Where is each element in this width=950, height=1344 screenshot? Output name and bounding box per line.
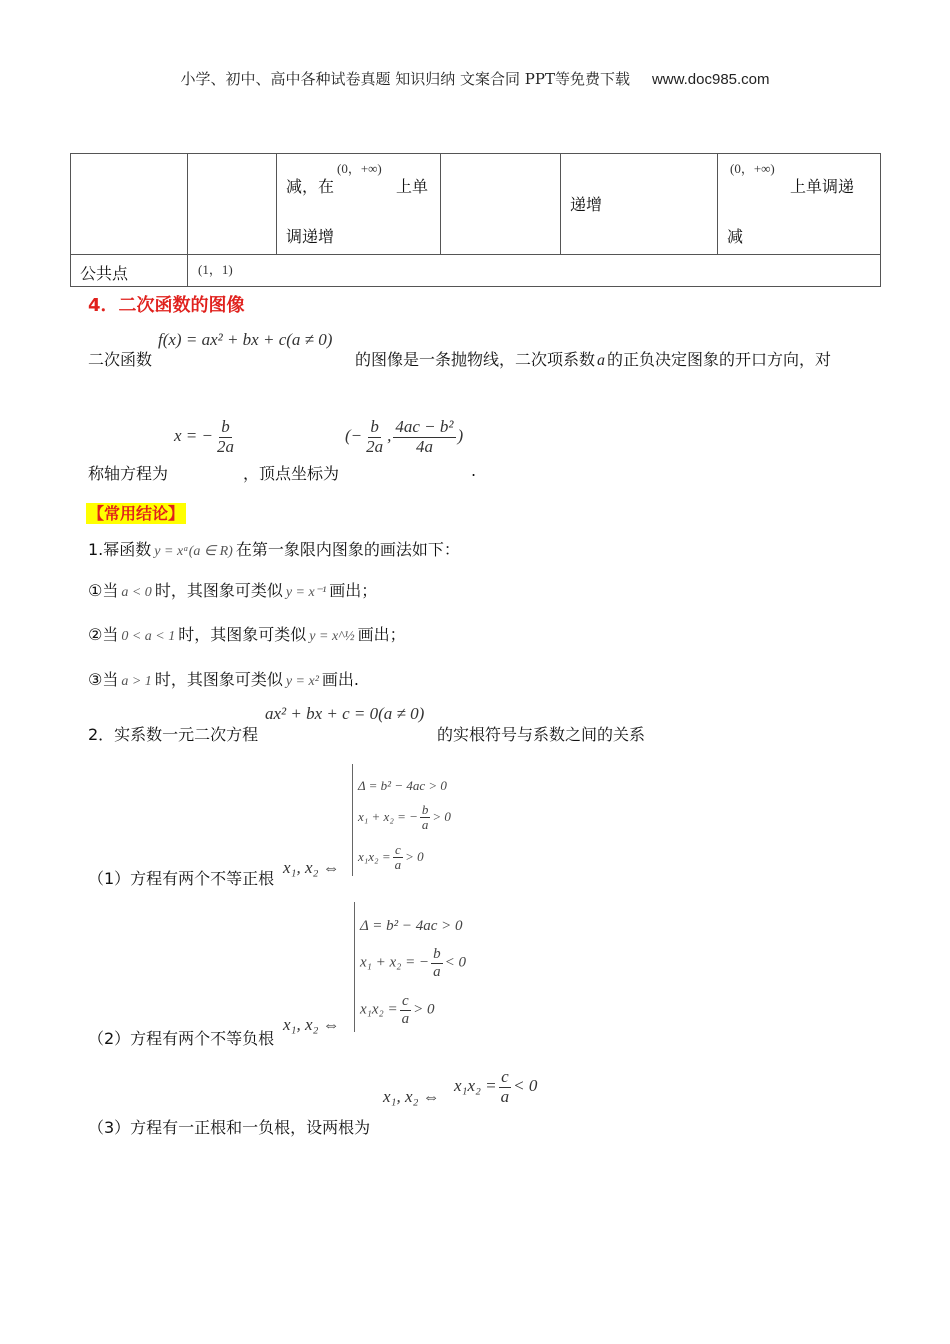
header-url: www.doc985.com (651, 71, 770, 88)
roots-equiv: x₁, x₂ ⇔ (283, 858, 340, 877)
math-expr: a < 0 (121, 585, 152, 600)
math-text: > 0 (413, 1001, 435, 1018)
system-line: Δ = b² − 4ac > 0 (360, 918, 463, 934)
text-run: 画出. (321, 670, 359, 689)
table-cell (188, 255, 881, 287)
denominator: a (433, 963, 441, 980)
tag-label: 【常用结论】 (88, 504, 185, 523)
variable-a: a (597, 352, 606, 369)
cell-text: 上单调递 (790, 177, 855, 196)
conclusion-line (88, 537, 460, 560)
product-condition (454, 1068, 537, 1106)
table-cell (718, 154, 881, 255)
text-run: ③当 (88, 670, 119, 689)
system-brace (352, 764, 353, 876)
math-text: ) (457, 426, 464, 446)
system-brace (354, 902, 355, 1032)
cell-text: 上单 (396, 177, 429, 196)
numerator: b (433, 946, 441, 962)
math-text: < 0 (513, 1076, 538, 1096)
text-run: 在第一象限内图象的画法如下： (235, 540, 460, 559)
fraction (215, 418, 236, 456)
numerator: c (402, 993, 409, 1009)
math-expr: y = x^½ (309, 629, 355, 644)
text-run: ②当 (88, 625, 119, 644)
math-expr: 0 < a < 1 (121, 629, 176, 644)
numerator: c (501, 1067, 509, 1086)
header-text: 小学、初中、高中各种试卷真题 知识归纳 文案合同 PPT等免费下载 (180, 70, 630, 88)
denominator: a (394, 857, 402, 873)
text-run: 二次函数 (88, 350, 153, 369)
roots-equiv: x₁, x₂ ⇔ (283, 1015, 340, 1034)
fraction (364, 418, 385, 456)
fraction (400, 993, 412, 1027)
paragraph-text: 的实根符号与系数之间的关系 (437, 725, 646, 744)
math-text: x₁x₂ = (360, 1001, 398, 1018)
text-run: 时，其图象可类似 (154, 670, 283, 689)
power-function-table (70, 153, 881, 287)
text-run: 1.幂函数 (88, 540, 152, 559)
conclusions-tag (86, 501, 186, 524)
quadratic-formula: f(x) = ax² + bx + c(a ≠ 0) (158, 330, 333, 349)
cell-text: 减 (727, 227, 744, 246)
axis-formula (174, 418, 238, 456)
table-cell (71, 255, 188, 287)
fraction (420, 803, 431, 833)
numerator: c (394, 842, 401, 857)
denominator: a (401, 1010, 410, 1027)
numerator: 4ac − b² (395, 417, 454, 436)
page-header (0, 68, 950, 89)
cell-text: 调递增 (286, 227, 335, 246)
system-line: Δ = b² − 4ac > 0 (358, 778, 447, 793)
math-expr: y = x² (285, 674, 319, 689)
denominator: 2a (217, 436, 234, 456)
table-row (71, 255, 881, 287)
numerator: b (370, 417, 379, 436)
conclusion-line (88, 578, 377, 601)
table-cell (441, 154, 561, 255)
denominator: 2a (366, 436, 384, 456)
case-text: （3）方程有一正根和一负根，设两根为 (88, 1118, 371, 1137)
math-text: x₁ + x₂ = − (358, 808, 418, 824)
text-run: ①当 (88, 581, 119, 600)
system-line (360, 993, 435, 1027)
text-run: 的正负决定图象的开口方向，对 (607, 350, 832, 369)
section-heading: 4．二次函数的图像 (88, 295, 245, 316)
math-text: (− (345, 426, 363, 446)
paragraph-text (88, 347, 152, 370)
text-run: 画出； (329, 581, 378, 600)
paragraph-text: 2．实系数一元二次方程 (88, 725, 259, 744)
paragraph-text: 称轴方程为 (88, 464, 169, 483)
fraction (393, 418, 455, 456)
quadratic-equation: ax² + bx + c = 0(a ≠ 0) (265, 704, 425, 723)
math-text: , (387, 426, 392, 446)
case-text: （1）方程有两个不等正根 (88, 869, 275, 888)
vertex-formula (345, 418, 463, 456)
table-cell (277, 154, 441, 255)
text-run: 时，其图象可类似 (178, 625, 307, 644)
row-label: 公共点 (80, 264, 129, 283)
numerator: b (421, 802, 429, 817)
conclusion-line (88, 622, 406, 645)
denominator: a (500, 1086, 510, 1106)
math-text: x₁x₂ = (358, 848, 391, 864)
interval-label: (0，+∞) (730, 161, 775, 176)
fraction (393, 843, 404, 873)
math-text: > 0 (405, 848, 424, 864)
math-expr: a > 1 (121, 674, 152, 689)
table-cell (188, 154, 277, 255)
conclusion-line (88, 667, 359, 690)
cell-text: 递增 (570, 195, 603, 214)
math-text: > 0 (432, 808, 451, 824)
table-cell (561, 154, 718, 255)
fraction (499, 1068, 512, 1106)
math-text: x = − (174, 426, 213, 446)
common-point-value: (1，1) (198, 262, 233, 277)
system-line (360, 946, 466, 980)
text-run: 时，其图象可类似 (154, 581, 283, 600)
system-line (358, 803, 451, 833)
roots-equiv: x₁, x₂ ⇔ (383, 1087, 440, 1106)
math-text: x₁ + x₂ = − (360, 954, 430, 971)
cell-text: 减，在 (286, 177, 335, 196)
math-expr: y = x⁻¹ (285, 585, 327, 600)
math-text: x₁x₂ = (454, 1076, 497, 1096)
paragraph-text: . (471, 461, 477, 480)
system-line (358, 843, 424, 873)
paragraph-text: ，顶点坐标为 (243, 464, 340, 483)
paragraph-text (355, 347, 831, 370)
interval-label: (0，+∞) (337, 161, 382, 176)
fraction (431, 946, 443, 980)
denominator: 4a (415, 436, 433, 456)
text-run: 的图像是一条抛物线，二次项系数 (355, 350, 596, 369)
text-run: 画出； (357, 625, 406, 644)
math-expr: y = xᵃ(a ∈ R) (154, 544, 233, 559)
table-row (71, 154, 881, 255)
table-cell (71, 154, 188, 255)
numerator: b (221, 417, 230, 436)
math-text: < 0 (444, 954, 466, 971)
denominator: a (421, 817, 429, 833)
case-text: （2）方程有两个不等负根 (88, 1029, 275, 1048)
